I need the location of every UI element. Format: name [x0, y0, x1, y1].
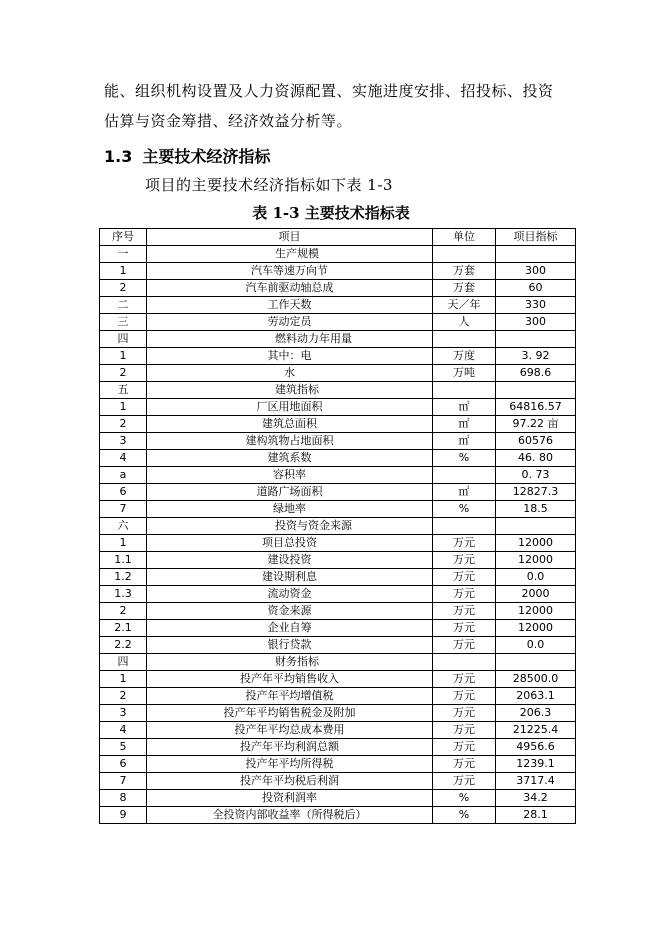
- table-row: [100, 620, 576, 637]
- row-unit: 万元: [433, 569, 496, 586]
- header-index: 序号: [100, 229, 147, 246]
- row-index: 二: [100, 297, 147, 314]
- row-value: 2063.1: [496, 688, 576, 705]
- row-index: 四: [100, 654, 147, 671]
- table-row: [100, 603, 576, 620]
- table-row: [100, 756, 576, 773]
- table-row: [100, 637, 576, 654]
- row-index: 1: [100, 671, 147, 688]
- row-index: 2: [100, 416, 147, 433]
- row-index: 2: [100, 365, 147, 382]
- table-section-row: [100, 518, 576, 535]
- row-value: [496, 382, 576, 399]
- row-item: 容积率: [147, 467, 433, 484]
- row-unit: 人: [433, 314, 496, 331]
- table-row: [100, 280, 576, 297]
- table-row: [100, 450, 576, 467]
- row-item: 厂区用地面积: [147, 399, 433, 416]
- row-index: 8: [100, 790, 147, 807]
- row-unit: %: [433, 450, 496, 467]
- table-row: [100, 773, 576, 790]
- row-value: 206.3: [496, 705, 576, 722]
- table-row: [100, 688, 576, 705]
- row-item: 绿地率: [147, 501, 433, 518]
- row-value: 330: [496, 297, 576, 314]
- row-item: 资金来源: [147, 603, 433, 620]
- row-unit: 万套: [433, 263, 496, 280]
- row-index: 2: [100, 280, 147, 297]
- row-unit: 万元: [433, 603, 496, 620]
- table-row: [100, 671, 576, 688]
- row-value: 12827.3: [496, 484, 576, 501]
- row-item: 建筑总面积: [147, 416, 433, 433]
- row-value: 300: [496, 314, 576, 331]
- row-item: 投产年平均总成本费用: [147, 722, 433, 739]
- row-item: 银行贷款: [147, 637, 433, 654]
- row-index: 4: [100, 450, 147, 467]
- row-value: 60: [496, 280, 576, 297]
- row-item: 流动资金: [147, 586, 433, 603]
- table-body: [100, 246, 576, 824]
- row-index: 五: [100, 382, 147, 399]
- header-value: 项目指标: [496, 229, 576, 246]
- table-row: [100, 297, 576, 314]
- row-index: 1: [100, 399, 147, 416]
- row-index: 6: [100, 484, 147, 501]
- table-caption: 表 1-3 主要技术指标表: [252, 204, 410, 222]
- row-item: 其中：电: [147, 348, 433, 365]
- row-unit: 万元: [433, 586, 496, 603]
- table-row: [100, 484, 576, 501]
- row-index: 6: [100, 756, 147, 773]
- row-unit: 万度: [433, 348, 496, 365]
- table-row: [100, 365, 576, 382]
- row-item: 投产年平均销售收入: [147, 671, 433, 688]
- row-index: 1.1: [100, 552, 147, 569]
- row-unit: [433, 467, 496, 484]
- row-unit: 万元: [433, 739, 496, 756]
- row-index: 1: [100, 263, 147, 280]
- table-row: [100, 739, 576, 756]
- row-unit: 万套: [433, 280, 496, 297]
- header-unit: 单位: [433, 229, 496, 246]
- row-unit: 万元: [433, 705, 496, 722]
- row-item: 项目总投资: [147, 535, 433, 552]
- paragraph-line-2: 估算与资金筹措、经济效益分析等。: [104, 112, 353, 130]
- row-index: 5: [100, 739, 147, 756]
- row-value: 12000: [496, 535, 576, 552]
- table-row: [100, 348, 576, 365]
- row-item: 建筑指标: [147, 382, 433, 399]
- table-section-row: [100, 331, 576, 348]
- row-unit: 万吨: [433, 365, 496, 382]
- row-value: 21225.4: [496, 722, 576, 739]
- row-item: 投产年平均税后利润: [147, 773, 433, 790]
- row-index: 9: [100, 807, 147, 824]
- row-item: 工作天数: [147, 297, 433, 314]
- table-row: [100, 467, 576, 484]
- row-value: 28500.0: [496, 671, 576, 688]
- row-index: 4: [100, 722, 147, 739]
- row-item: 燃料动力年用量: [147, 331, 433, 348]
- row-item: 投产年平均利润总额: [147, 739, 433, 756]
- row-value: 12000: [496, 603, 576, 620]
- table-row: [100, 535, 576, 552]
- row-index: 1: [100, 348, 147, 365]
- row-item: 全投资内部收益率（所得税后）: [147, 807, 433, 824]
- row-index: 2.2: [100, 637, 147, 654]
- row-index: 1: [100, 535, 147, 552]
- table-row: [100, 416, 576, 433]
- table-row: [100, 399, 576, 416]
- row-item: 投产年平均增值税: [147, 688, 433, 705]
- section-title: 主要技术经济指标: [142, 147, 271, 166]
- row-item: 道路广场面积: [147, 484, 433, 501]
- row-value: 3. 92: [496, 348, 576, 365]
- row-unit: [433, 246, 496, 263]
- row-unit: 万元: [433, 722, 496, 739]
- row-item: 建构筑物占地面积: [147, 433, 433, 450]
- row-value: [496, 654, 576, 671]
- table-row: [100, 807, 576, 824]
- row-item: 生产规模: [147, 246, 433, 263]
- table-section-row: [100, 654, 576, 671]
- row-item: 投资与资金来源: [147, 518, 433, 535]
- row-unit: ㎡: [433, 484, 496, 501]
- row-value: 0.0: [496, 637, 576, 654]
- row-unit: 万元: [433, 688, 496, 705]
- row-value: 300: [496, 263, 576, 280]
- row-item: 建筑系数: [147, 450, 433, 467]
- row-unit: 天／年: [433, 297, 496, 314]
- row-index: 3: [100, 705, 147, 722]
- row-unit: [433, 382, 496, 399]
- row-index: a: [100, 467, 147, 484]
- row-unit: 万元: [433, 637, 496, 654]
- indicators-table: [99, 228, 576, 824]
- row-index: 7: [100, 501, 147, 518]
- paragraph-line-1: 能、组织机构设置及人力资源配置、实施进度安排、招投标、投资: [104, 82, 554, 100]
- row-value: 1239.1: [496, 756, 576, 773]
- row-item: 汽车前驱动轴总成: [147, 280, 433, 297]
- intro-text: 项目的主要技术经济指标如下表 1-3: [145, 176, 393, 194]
- row-index: 7: [100, 773, 147, 790]
- row-item: 投资利润率: [147, 790, 433, 807]
- row-unit: [433, 331, 496, 348]
- row-item: 企业自筹: [147, 620, 433, 637]
- row-unit: 万元: [433, 773, 496, 790]
- row-value: 97.22 亩: [496, 416, 576, 433]
- row-index: 3: [100, 433, 147, 450]
- row-value: 28.1: [496, 807, 576, 824]
- row-unit: %: [433, 790, 496, 807]
- row-item: 水: [147, 365, 433, 382]
- table-row: [100, 705, 576, 722]
- row-unit: ㎡: [433, 399, 496, 416]
- row-value: 60576: [496, 433, 576, 450]
- row-index: 一: [100, 246, 147, 263]
- section-heading: [104, 144, 270, 167]
- row-value: 2000: [496, 586, 576, 603]
- row-unit: 万元: [433, 671, 496, 688]
- row-index: 2: [100, 688, 147, 705]
- row-index: 1.2: [100, 569, 147, 586]
- row-item: 投产年平均所得税: [147, 756, 433, 773]
- row-value: 3717.4: [496, 773, 576, 790]
- row-index: 2: [100, 603, 147, 620]
- row-value: 18.5: [496, 501, 576, 518]
- row-value: 34.2: [496, 790, 576, 807]
- row-value: 64816.57: [496, 399, 576, 416]
- row-value: 4956.6: [496, 739, 576, 756]
- row-value: [496, 331, 576, 348]
- row-value: 0.0: [496, 569, 576, 586]
- row-unit: 万元: [433, 552, 496, 569]
- row-item: 投产年平均销售税金及附加: [147, 705, 433, 722]
- table-header-row: [100, 229, 576, 246]
- row-value: [496, 518, 576, 535]
- table-row: [100, 790, 576, 807]
- table-row: [100, 552, 576, 569]
- row-value: 12000: [496, 620, 576, 637]
- section-number: 1.3: [104, 147, 133, 166]
- table-row: [100, 314, 576, 331]
- row-index: 1.3: [100, 586, 147, 603]
- row-index: 2.1: [100, 620, 147, 637]
- row-unit: ㎡: [433, 416, 496, 433]
- table-row: [100, 569, 576, 586]
- row-value: 46. 80: [496, 450, 576, 467]
- table-section-row: [100, 246, 576, 263]
- table-row: [100, 263, 576, 280]
- row-value: [496, 246, 576, 263]
- row-unit: 万元: [433, 756, 496, 773]
- row-item: 劳动定员: [147, 314, 433, 331]
- row-value: 0. 73: [496, 467, 576, 484]
- header-item: 项目: [147, 229, 433, 246]
- row-index: 三: [100, 314, 147, 331]
- row-item: 汽车等速万向节: [147, 263, 433, 280]
- row-unit: ㎡: [433, 433, 496, 450]
- table-row: [100, 722, 576, 739]
- row-value: 12000: [496, 552, 576, 569]
- row-value: 698.6: [496, 365, 576, 382]
- row-unit: 万元: [433, 620, 496, 637]
- row-index: 六: [100, 518, 147, 535]
- row-unit: %: [433, 807, 496, 824]
- row-item: 建设投资: [147, 552, 433, 569]
- row-item: 建设期利息: [147, 569, 433, 586]
- row-unit: %: [433, 501, 496, 518]
- table-row: [100, 501, 576, 518]
- row-index: 四: [100, 331, 147, 348]
- table-row: [100, 586, 576, 603]
- row-unit: [433, 518, 496, 535]
- table-row: [100, 433, 576, 450]
- row-unit: 万元: [433, 535, 496, 552]
- table-section-row: [100, 382, 576, 399]
- row-item: 财务指标: [147, 654, 433, 671]
- row-unit: [433, 654, 496, 671]
